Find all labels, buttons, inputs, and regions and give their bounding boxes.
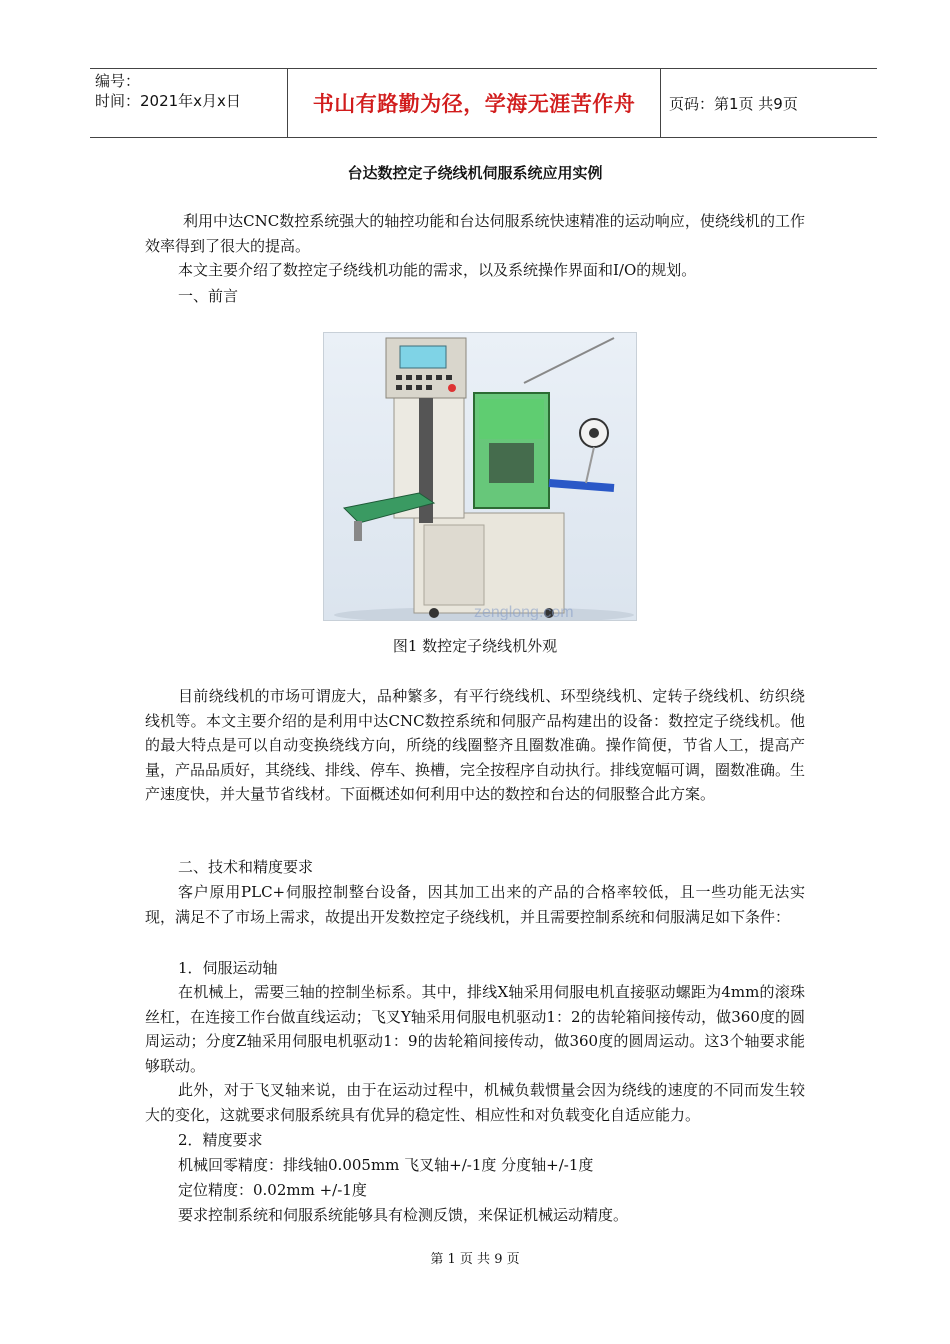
subheading-servo-axes: 1．伺服运动轴 — [178, 959, 278, 977]
requirements-paragraph: 客户原用PLC+伺服控制整台设备，因其加工出来的产品的合格率较低，且一些功能无法实现，满足不了市场上需求，故提出开发数控定子绕线机，并且需要控制系统和伺服满足如下条件： — [145, 883, 805, 926]
doc-time-label: 时间：2021年x月x日 — [95, 92, 241, 110]
intro-paragraph: 利用中达CNC数控系统强大的轴控功能和台达伺服系统快速精准的运动响应，使绕线机的工作效率得到了很大的提高。 — [145, 212, 805, 255]
header-meta — [90, 69, 287, 137]
header-page-info: 页码：第1页 共9页 — [669, 94, 798, 113]
document-title: 台达数控定子绕线机伺服系统应用实例 — [347, 164, 603, 182]
summary-paragraph: 本文主要介绍了数控定子绕线机功能的需求，以及系统操作界面和I/O的规划。 — [178, 261, 697, 279]
subheading-precision: 2．精度要求 — [178, 1131, 263, 1149]
homing-precision-line: 机械回零精度：排线轴0.005mm 飞叉轴+/-1度 分度轴+/-1度 — [178, 1156, 594, 1174]
machine-photo — [323, 332, 637, 621]
photo-watermark: zenglong.com — [474, 604, 574, 620]
section-heading-requirements: 二、技术和精度要求 — [178, 858, 314, 876]
doc-number-label: 编号： — [95, 72, 141, 90]
header-motto: 书山有路勤为径，学海无涯苦作舟 — [287, 69, 661, 137]
axes-paragraph: 在机械上，需要三轴的控制坐标系。其中，排线X轴采用伺服电机直接驱动螺距为4mm的滚珠丝杠，在连接工作台做直线运动；飞叉Y轴采用伺服电机驱动1：2的齿轮箱间接传动，做360度的圆周运动；分度Z轴采用伺服电机驱动1：9的齿轮箱间接传动，做360度的圆周运动。这3个轴要求能够联动。 — [145, 983, 805, 1075]
market-paragraph: 目前绕线机的市场可谓庞大，品种繁多，有平行绕线机、环型绕线机、定转子绕线机、纺织绕线机等。本文主要介绍的是利用中达CNC数控系统和伺服产品构建出的设备：数控定子绕线机。他的最大特点是可以自动变换绕线方向，所绕的线圈整齐且圈数准确。操作简便，节省人工，提高产量，产品品质好，其绕线、排线、停车、换槽，完全按程序自动执行。排线宽幅可调，圈数准确。生产速度快，并大量节省线材。下面概述如何利用中达的数控和台达的伺服整合此方案。 — [145, 687, 806, 804]
positioning-precision-line: 定位精度：0.02mm +/-1度 — [178, 1181, 367, 1199]
figure-caption: 图1 数控定子绕线机外观 — [392, 637, 558, 655]
page-footer: 第 1 页 共 9 页 — [430, 1252, 520, 1267]
winding-machine-illustration — [324, 333, 636, 620]
feedback-requirement-line: 要求控制系统和伺服系统能够具有检测反馈，来保证机械运动精度。 — [178, 1206, 629, 1224]
section-heading-preface: 一、前言 — [178, 287, 239, 305]
flying-fork-paragraph: 此外，对于飞叉轴来说，由于在运动过程中，机械负载惯量会因为绕线的速度的不同而发生较大的变化，这就要求伺服系统具有优异的稳定性、相应性和对负载变化自适应能力。 — [145, 1081, 805, 1124]
header-table — [90, 68, 877, 138]
